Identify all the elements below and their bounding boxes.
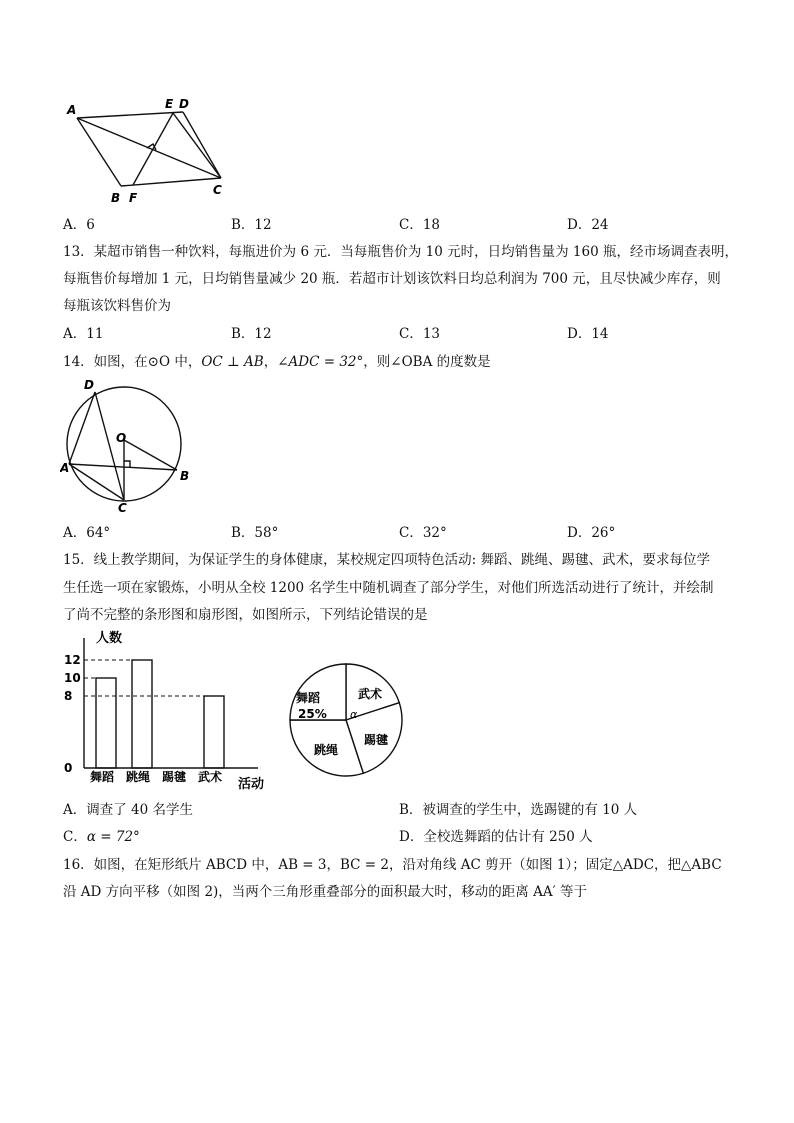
q12-option-c: C．18 xyxy=(399,217,441,233)
bar-category-label-武术: 武术 xyxy=(198,770,223,784)
q14-option-d: D．26° xyxy=(567,525,616,541)
q15-text-line-2: 生任选一项在家锻炼，小明从全校 1200 名学生中随机调查了部分学生，对他们所选活动进行了统计，并绘制 xyxy=(63,580,714,596)
q15-bar-chart xyxy=(58,628,280,796)
q14-figure xyxy=(60,378,200,514)
q16-text-line-1: 16．如图，在矩形纸片 ABCD 中，AB = 3，BC = 2，沿对角线 AC 剪开（如图 1）；固定△ADC，把△ABC xyxy=(63,857,722,873)
q13-text-line-3: 每瓶该饮料售价为 xyxy=(63,298,171,314)
bar-ytick-0: 0 xyxy=(64,761,73,775)
q15-option-c-label: C． xyxy=(63,829,87,845)
q15-option-d: D．全校选舞蹈的估计有 250 人 xyxy=(399,829,593,845)
q14-option-c: C．32° xyxy=(399,525,447,541)
q13-option-c: C．13 xyxy=(399,326,441,342)
q14-label-D: D xyxy=(84,378,94,392)
q14-condition-perpendicular: OC ⊥ AB xyxy=(201,354,264,370)
pie-label-dance: 舞蹈 xyxy=(296,691,321,705)
q14-text-pre: 14．如图，在⊙O 中， xyxy=(63,354,202,370)
q14-label-A: A xyxy=(60,461,70,475)
q12-segment-EF xyxy=(133,113,173,185)
q12-option-b: B．12 xyxy=(231,217,272,233)
bar-category-label-跳绳: 跳绳 xyxy=(126,770,151,784)
bar-舞蹈 xyxy=(96,678,116,768)
bar-chart-x-label: 活动 xyxy=(238,777,265,792)
pie-percent-dance: 25% xyxy=(298,707,327,721)
q12-edge-AD xyxy=(77,112,183,118)
q14-radius-OB xyxy=(124,440,177,470)
q14-condition-angle: ∠ADC = 32° xyxy=(277,354,364,370)
q12-option-a: A．6 xyxy=(63,217,95,233)
q14-option-a: A．64° xyxy=(63,525,111,541)
bar-跳绳 xyxy=(132,660,152,768)
q14-option-b: B．58° xyxy=(231,525,279,541)
q12-label-B: B xyxy=(111,191,121,205)
q13-option-b: B．12 xyxy=(231,326,272,342)
bar-category-label-踢毽: 踢毽 xyxy=(162,770,187,784)
q13-option-d: D．14 xyxy=(567,326,609,342)
q14-stem xyxy=(63,353,491,371)
pie-label-shuttlecock: 踢毽 xyxy=(364,733,389,747)
q14-right-angle-mark xyxy=(124,461,130,467)
q13-text-line-1: 13．某超市销售一种饮料，每瓶进价为 6 元．当每瓶售价为 10 元时，日均销售量为 160 瓶，经市场调查表明， xyxy=(63,244,738,260)
q14-text-post: ，则∠OBA 的度数是 xyxy=(363,354,491,370)
q12-label-C: C xyxy=(213,183,222,197)
q15-pie-chart xyxy=(288,656,412,786)
bar-ytick-12: 12 xyxy=(64,653,81,667)
q14-chord-AB xyxy=(69,464,177,470)
q16-text-line-2: 沿 AD 方向平移（如图 2)，当两个三角形重叠部分的面积最大时，移动的距离 AA′ 等于 xyxy=(63,884,587,900)
q12-label-A: A xyxy=(67,103,77,117)
q12-edge-DC xyxy=(183,112,221,178)
pie-label-martial-arts: 武术 xyxy=(358,687,383,701)
q12-label-E: E xyxy=(165,97,174,111)
q15-text-line-1: 15．线上教学期间，为保证学生的身体健康，某校规定四项特色活动: 舞蹈、跳绳、踢毽、武术，要求每位学 xyxy=(63,552,711,568)
q13-text-line-2: 每瓶售价每增加 1 元，日均销售量减少 20 瓶．若超市计划该饮料日均总利润为 700 元，且尽快减少库存，则 xyxy=(63,271,721,287)
q14-separator: ， xyxy=(263,354,278,370)
q13-option-a: A．11 xyxy=(63,326,104,342)
q14-label-O: O xyxy=(116,431,127,445)
q15-text-line-3: 了尚不完整的条形图和扇形图，如图所示，下列结论错误的是 xyxy=(63,607,428,623)
pie-label-rope: 跳绳 xyxy=(314,743,339,757)
bar-chart-y-label: 人数 xyxy=(96,631,123,646)
bar-武术 xyxy=(204,696,224,768)
q15-option-c xyxy=(63,828,140,846)
bar-ytick-8: 8 xyxy=(64,689,73,703)
q12-label-F: F xyxy=(129,191,138,205)
pie-angle-alpha: α xyxy=(350,708,358,721)
q12-label-D: D xyxy=(179,97,189,111)
bar-ytick-10: 10 xyxy=(64,671,81,685)
q12-figure xyxy=(63,92,243,210)
bar-category-label-舞蹈: 舞蹈 xyxy=(90,770,115,784)
q14-chord-AD xyxy=(69,392,95,464)
q15-option-c-math: α = 72° xyxy=(86,829,140,845)
q14-label-C: C xyxy=(118,501,127,514)
q12-edge-AB xyxy=(77,118,121,186)
q15-option-a: A．调查了 40 名学生 xyxy=(63,802,194,818)
q12-option-d: D．24 xyxy=(567,217,609,233)
q15-option-b: B．被调查的学生中，选踢键的有 10 人 xyxy=(399,802,638,818)
q14-label-B: B xyxy=(180,469,190,483)
